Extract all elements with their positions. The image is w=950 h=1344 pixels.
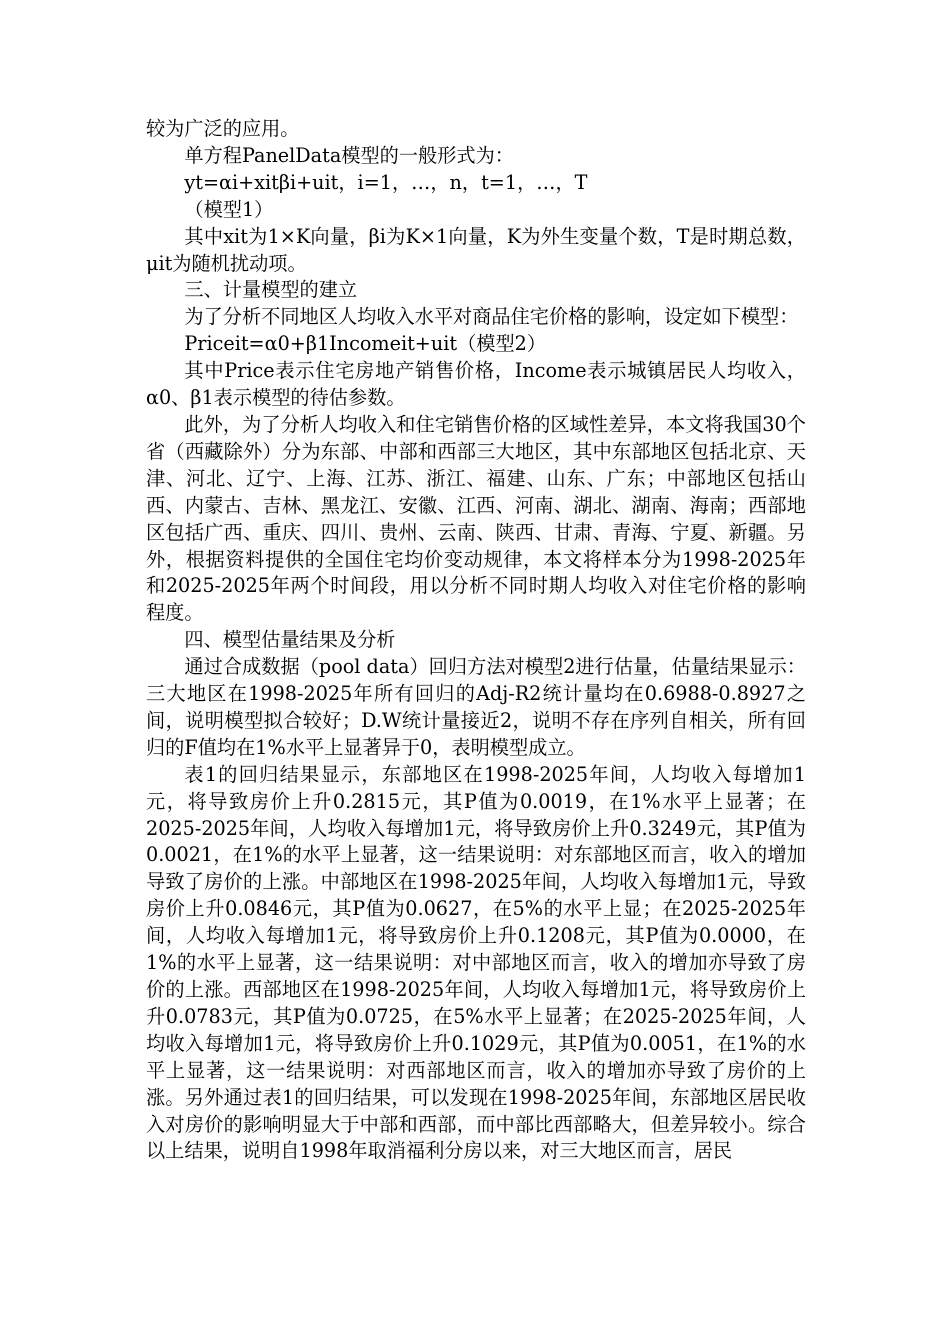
paragraph-model-setup: 为了分析不同地区人均收入水平对商品住宅价格的影响，设定如下模型： [184,305,799,329]
paragraph-variables: 其中xit为1×K向量，βi为K×1向量，K为外生变量个数，T是时期总数，μit为随机扰动项。 [146,224,806,275]
paragraph-regions: 此外，为了分析人均收入和住宅销售价格的区域性差异，本文将我国30个省（西藏除外）分为东部、中部和西部三大地区，其中东部地区包括北京、天津、河北、辽宁、上海、江苏、浙江、福建、山东、广东；中部地区包括山西、内蒙古、吉林、黑龙江、安徽、江西、河南、湖北、湖南、海南；西部地区包括广西、重庆、四川、贵州、云南、陕西、甘肃、青海、宁夏、新疆。另外，根据资料提供的全国住宅均价变动规律，本文将样本分为1998-2025年和2025-2025年两个时间段，用以分析不同时期人均收入对住宅价格的影响程度。 [146,412,806,625]
paragraph-results: 表1的回归结果显示，东部地区在1998-2025年间，人均收入每增加1元，将导致房价上升0.2815元，其P值为0.0019，在1%水平上显著；在2025-2025年间，人均收入每增加1元，将导致房价上升0.3249元，其P值为0.0021，在1%的水平上显著，这一结果说明：对东部地区而言，收入的增加导致了房价的上涨。中部地区在1998-2025年间，人均收入每增加1元，导致房价上升0.0846元，其P值为0.0627，在5%的水平上显；在2025-2025年间，人均收入每增加1元，将导致房价上升0.1208元，其P值为0.0000，在1%的水平上显著，这一结果说明：对中部地区而言，收入的增加亦导致了房价的上涨。西部地区在1998-2025年间，人均收入每增加1元，将导致房价上升0.0783元，其P值为0.0725，在5%水平上显著；在2025-2025年间，人均收入每增加1元，将导致房价上升0.1029元，其P值为0.0051，在1%的水平上显著，这一结果说明：对西部地区而言，收入的增加亦导致了房价的上涨。另外通过表1的回归结果，可以发现在1998-2025年间，东部地区居民收入对房价的影响明显大于中部和西部，而中部比西部略大，但差异较小。综合以上结果，说明自1998年取消福利分房以来，对三大地区而言，居民 [146,762,806,1163]
formula-model-2: Priceit=α0+β1Incomeit+uit（模型2） [184,332,547,356]
paragraph-price-income: 其中Price表示住宅房地产销售价格，Income表示城镇居民人均收入，α0、β1表示模型的待估参数。 [146,359,806,410]
paragraph-estimation: 通过合成数据（pool data）回归方法对模型2进行估量，估量结果显示：三大地区在1998-2025年所有回归的Adj-R2统计量均在0.6988-0.8927之间，说明模型拟合较好；D.W统计量接近2，说明不存在序列自相关，所有回归的F值均在1%水平上显著异于0，表明模型成立。 [146,655,806,759]
paragraph-continuation: 较为广泛的应用。 [146,117,300,140]
formula-label-model-1: （模型1） [184,197,274,221]
paragraph-model-intro: 单方程PanelData模型的一般形式为： [184,143,514,167]
section-heading-4: 四、模型估量结果及分析 [184,628,396,652]
section-heading-3: 三、计量模型的建立 [184,278,358,302]
formula-model-1: yt=αi+xitβi+uit，i=1，…，n，t=1，…，T [184,170,588,194]
body-text [146,116,806,1165]
